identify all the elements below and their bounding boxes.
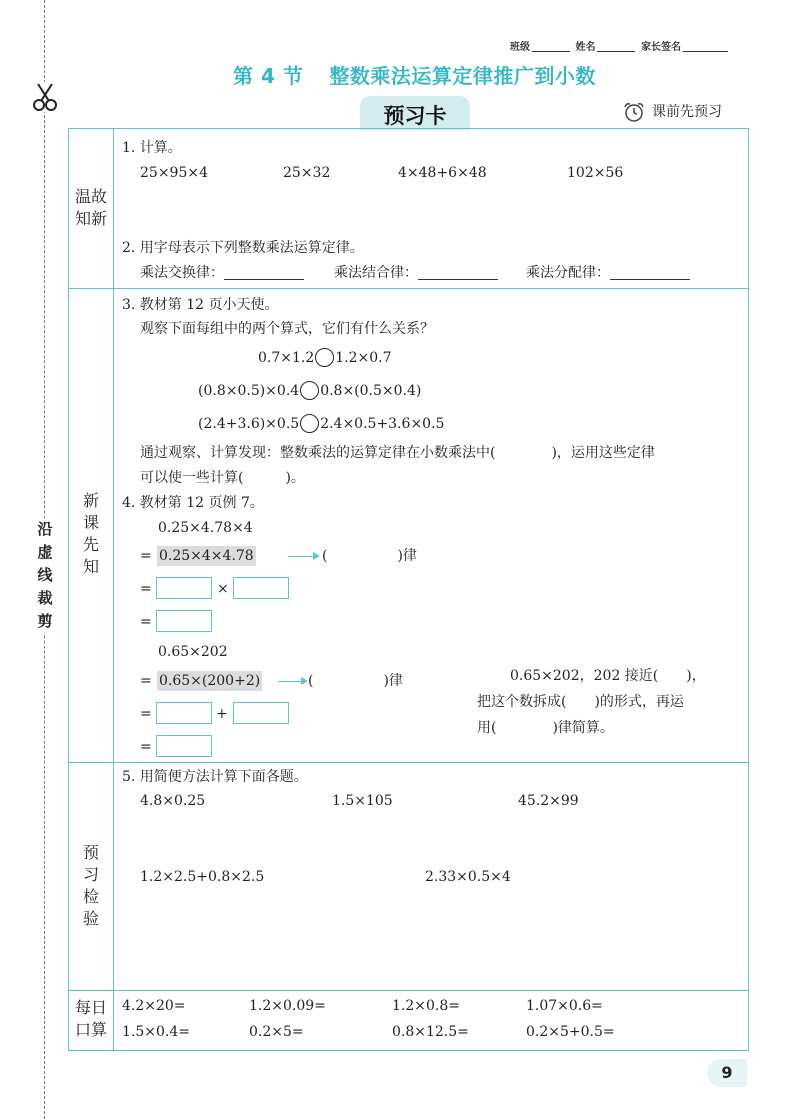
q1-item-2: 25×32	[283, 165, 331, 181]
new-label-text: 新课先知	[82, 491, 99, 576]
q3-title: 3. 教材第 12 页小天使。	[122, 297, 279, 313]
card-label: 预习卡	[383, 104, 447, 128]
q3-pair-1-right: 1.2×0.7	[335, 350, 392, 366]
q4-law-blank-1[interactable]: ( )律	[322, 548, 417, 564]
q4-eq-5: =	[140, 706, 152, 722]
q5-item-1: 4.8×0.25	[140, 793, 206, 809]
cut-instruction: 沿虚线裁剪	[35, 518, 55, 633]
name-blank[interactable]	[597, 41, 635, 52]
preview-tag	[622, 101, 722, 123]
q2-commutative-blank[interactable]	[224, 265, 304, 280]
q4-eq-3: =	[140, 614, 152, 630]
q2-commutative	[140, 264, 304, 282]
daily-item-4: 1.07×0.6=	[526, 998, 603, 1014]
class-label: 班级	[510, 42, 530, 53]
section-label-daily	[70, 997, 112, 1041]
q5-item-2: 1.5×105	[332, 793, 393, 809]
q4-hint-3: 用( )律简算。	[477, 720, 614, 736]
q4-example-2-step: 0.65×(200+2)	[159, 673, 261, 689]
q3-pair-1	[258, 348, 392, 367]
compare-circle[interactable]	[315, 348, 334, 367]
q3-pair-3-left: (2.4+3.6)×0.5	[198, 416, 300, 432]
q2-distributive-blank[interactable]	[610, 265, 690, 280]
q3-conclusion-1: 通过观察、计算发现：整数乘法的运算定律在小数乘法中( )，运用这些定律	[140, 445, 655, 461]
answer-box[interactable]	[156, 702, 212, 724]
q5-item-4: 1.2×2.5+0.8×2.5	[140, 869, 265, 885]
q2-commutative-label: 乘法交换律：	[140, 265, 224, 281]
q3-pair-3-right: 2.4×0.5+3.6×0.5	[320, 416, 445, 432]
parent-sign-label: 家长签名	[640, 42, 681, 53]
q3-pair-2-left: (0.8×0.5)×0.4	[198, 383, 300, 399]
q2-associative-label: 乘法结合律：	[334, 265, 418, 281]
q5-item-5: 2.33×0.5×4	[425, 869, 511, 885]
q4-hint-2: 把这个数拆成( )的形式，再运	[477, 694, 684, 710]
daily-item-3: 1.2×0.8=	[392, 998, 460, 1014]
q5-item-3: 45.2×99	[518, 793, 579, 809]
q2-associative-blank[interactable]	[418, 265, 498, 280]
answer-box[interactable]	[156, 735, 212, 757]
label-column-divider	[113, 128, 114, 1051]
q3-pair-2-right: 0.8×(0.5×0.4)	[320, 383, 422, 399]
page-title	[233, 60, 596, 89]
q4-eq-6: =	[140, 739, 152, 755]
section-label-check	[70, 842, 112, 930]
arrow-icon	[278, 681, 306, 682]
name-label: 姓名	[575, 42, 596, 53]
q4-plus: +	[216, 706, 228, 722]
divider-check	[68, 990, 749, 991]
check-label-text: 预习检验	[82, 843, 99, 928]
q4-eq-4: =	[140, 673, 152, 689]
scissors-icon	[30, 82, 60, 112]
q1-item-3: 4×48+6×48	[398, 165, 487, 181]
answer-box[interactable]	[156, 577, 212, 599]
q4-eq-2: =	[140, 581, 152, 597]
q3-pair-1-left: 0.7×1.2	[258, 350, 315, 366]
q4-law-blank-2[interactable]: ( )律	[308, 673, 403, 689]
answer-box[interactable]	[156, 610, 212, 632]
daily-label-text: 每日口算	[74, 998, 107, 1039]
q5-title: 5. 用简便方法计算下面各题。	[122, 769, 308, 785]
answer-box[interactable]	[233, 577, 289, 599]
arrow-icon	[288, 556, 318, 557]
q3-pair-2	[198, 381, 421, 400]
q3-pair-3	[198, 414, 444, 433]
section-label-new	[70, 490, 112, 578]
q1-item-4: 102×56	[567, 165, 624, 181]
q4-hint-1: 0.65×202，202 接近( )，	[510, 668, 706, 684]
daily-item-5: 1.5×0.4=	[122, 1024, 190, 1040]
q4-example-1-step: 0.25×4×4.78	[159, 548, 254, 564]
q1-item-1: 25×95×4	[140, 165, 208, 181]
section-label-review	[70, 186, 112, 230]
student-info	[510, 38, 730, 53]
q2-associative	[334, 264, 498, 282]
review-label-text: 温故知新	[74, 187, 107, 228]
divider-new	[68, 762, 749, 763]
preview-tag-text: 课前先预习	[652, 104, 722, 120]
q3-prompt: 观察下面每组中的两个算式，它们有什么关系？	[140, 321, 434, 337]
compare-circle[interactable]	[300, 381, 319, 400]
q1-title: 1. 计算。	[122, 140, 182, 156]
alarm-clock-icon	[622, 101, 646, 123]
parent-sign-blank[interactable]	[683, 41, 728, 52]
page-number: 9	[707, 1059, 747, 1087]
daily-item-6: 0.2×5=	[249, 1024, 304, 1040]
daily-item-7: 0.8×12.5=	[392, 1024, 469, 1040]
q4-times: ×	[217, 581, 229, 597]
daily-item-8: 0.2×5+0.5=	[526, 1024, 615, 1040]
q2-distributive	[526, 264, 690, 282]
q4-title: 4. 教材第 12 页例 7。	[122, 495, 264, 511]
q3-conclusion-2: 可以使一些计算( )。	[140, 470, 305, 486]
section-title: 整数乘法运算定律推广到小数	[329, 64, 596, 88]
q4-example-1: 0.25×4.78×4	[158, 520, 253, 536]
q4-example-2: 0.65×202	[158, 644, 228, 660]
daily-item-2: 1.2×0.09=	[249, 998, 326, 1014]
section-number: 第 4 节	[233, 64, 304, 88]
q2-title: 2. 用字母表示下列整数乘法运算定律。	[122, 240, 364, 256]
answer-box[interactable]	[233, 702, 289, 724]
q2-distributive-label: 乘法分配律：	[526, 265, 610, 281]
compare-circle[interactable]	[300, 414, 319, 433]
class-blank[interactable]	[532, 41, 570, 52]
divider-review	[68, 288, 749, 289]
q4-eq-1: =	[140, 548, 152, 564]
daily-item-1: 4.2×20=	[122, 998, 186, 1014]
